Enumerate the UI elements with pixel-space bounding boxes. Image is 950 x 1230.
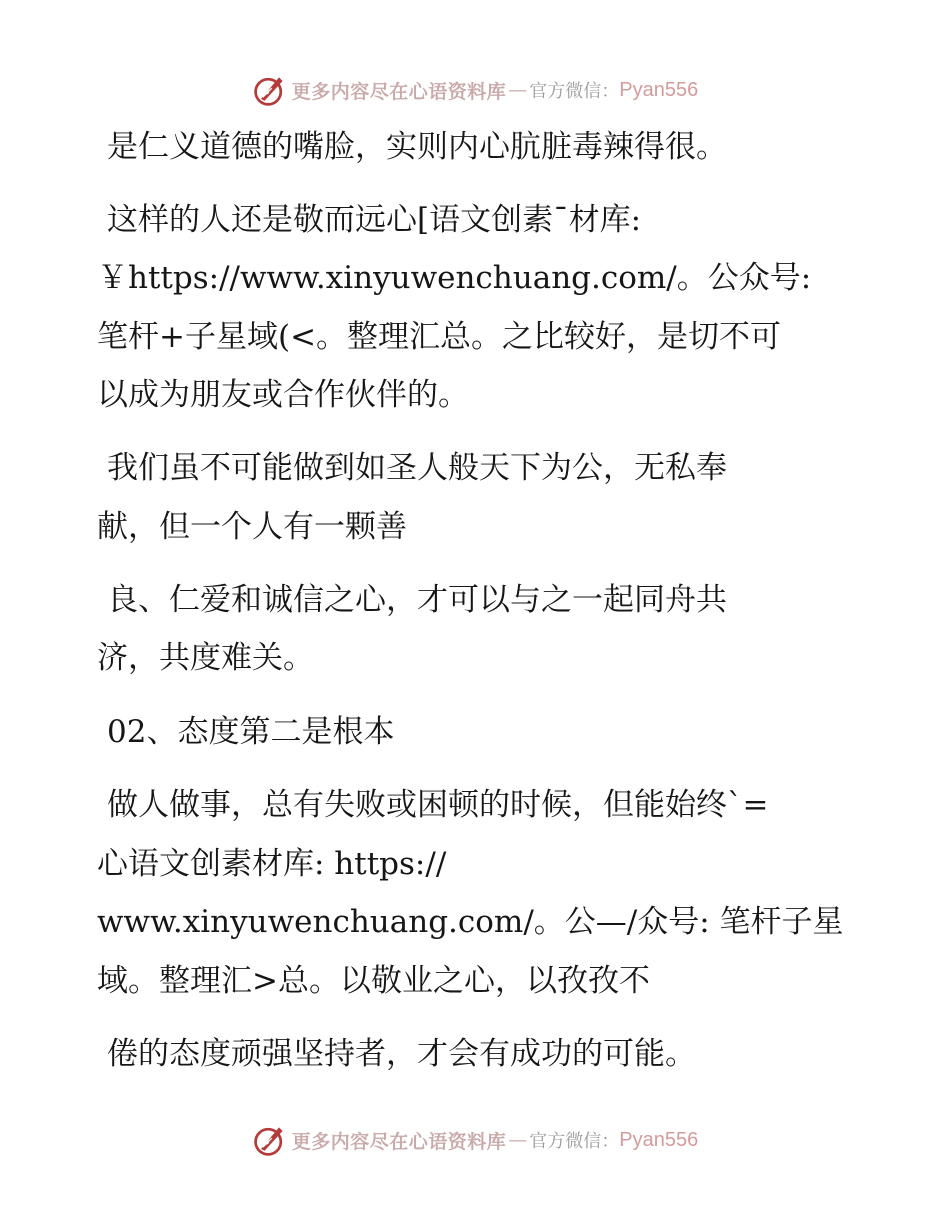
body-line-8: 良、仁爱和诚信之心，才可以与之一起同舟共 bbox=[107, 582, 727, 618]
body-line-10-heading: 02、态度第二是根本 bbox=[107, 714, 395, 750]
footer-banner-contact-id: Pyan556 bbox=[619, 1128, 699, 1151]
body-line-1: 是仁义道德的嘴脸，实则内心肮脏毒辣得很。 bbox=[107, 129, 727, 165]
body-line-4: 笔杆+子星域(<。整理汇总。之比较好，是切不可 bbox=[97, 319, 782, 355]
body-line-2: 这样的人还是敬而远心[语文创素¯材库: bbox=[107, 202, 642, 238]
feather-pen-logo-icon bbox=[252, 72, 288, 108]
body-line-11: 做人做事，总有失败或困顿的时候，但能始终`= bbox=[107, 787, 769, 823]
body-line-9: 济，共度难关。 bbox=[97, 640, 314, 676]
header-banner bbox=[0, 70, 950, 110]
footer-banner-separator: — bbox=[508, 1129, 528, 1151]
body-line-13: www.xinyuwenchuang.com/。公—/众号: 笔杆子星 bbox=[97, 904, 844, 940]
header-banner-text: 更多内容尽在心语资料库 bbox=[291, 80, 507, 103]
body-line-14: 域。整理汇>总。以敬业之心，以孜孜不 bbox=[97, 963, 650, 999]
body-line-5: 以成为朋友或合作伙伴的。 bbox=[97, 377, 469, 413]
footer-banner-contact-label: 官方微信： bbox=[529, 1131, 620, 1152]
body-line-3: ￥https://www.xinyuwenchuang.com/。公众号: bbox=[97, 260, 812, 296]
header-banner-contact-id: Pyan556 bbox=[619, 78, 699, 101]
body-line-6: 我们虽不可能做到如圣人般天下为公，无私奉 bbox=[107, 450, 727, 486]
body-line-15: 倦的态度顽强坚持者，才会有成功的可能。 bbox=[107, 1036, 696, 1072]
feather-pen-logo-icon bbox=[252, 1122, 288, 1158]
footer-banner bbox=[0, 1120, 950, 1160]
body-line-7: 献，但一个人有一颗善 bbox=[97, 509, 407, 545]
header-banner-separator: — bbox=[508, 79, 528, 101]
body-line-12: 心语文创素材库: https:// bbox=[97, 846, 447, 882]
header-banner-contact-label: 官方微信： bbox=[529, 81, 620, 102]
footer-banner-text: 更多内容尽在心语资料库 bbox=[291, 1130, 507, 1153]
